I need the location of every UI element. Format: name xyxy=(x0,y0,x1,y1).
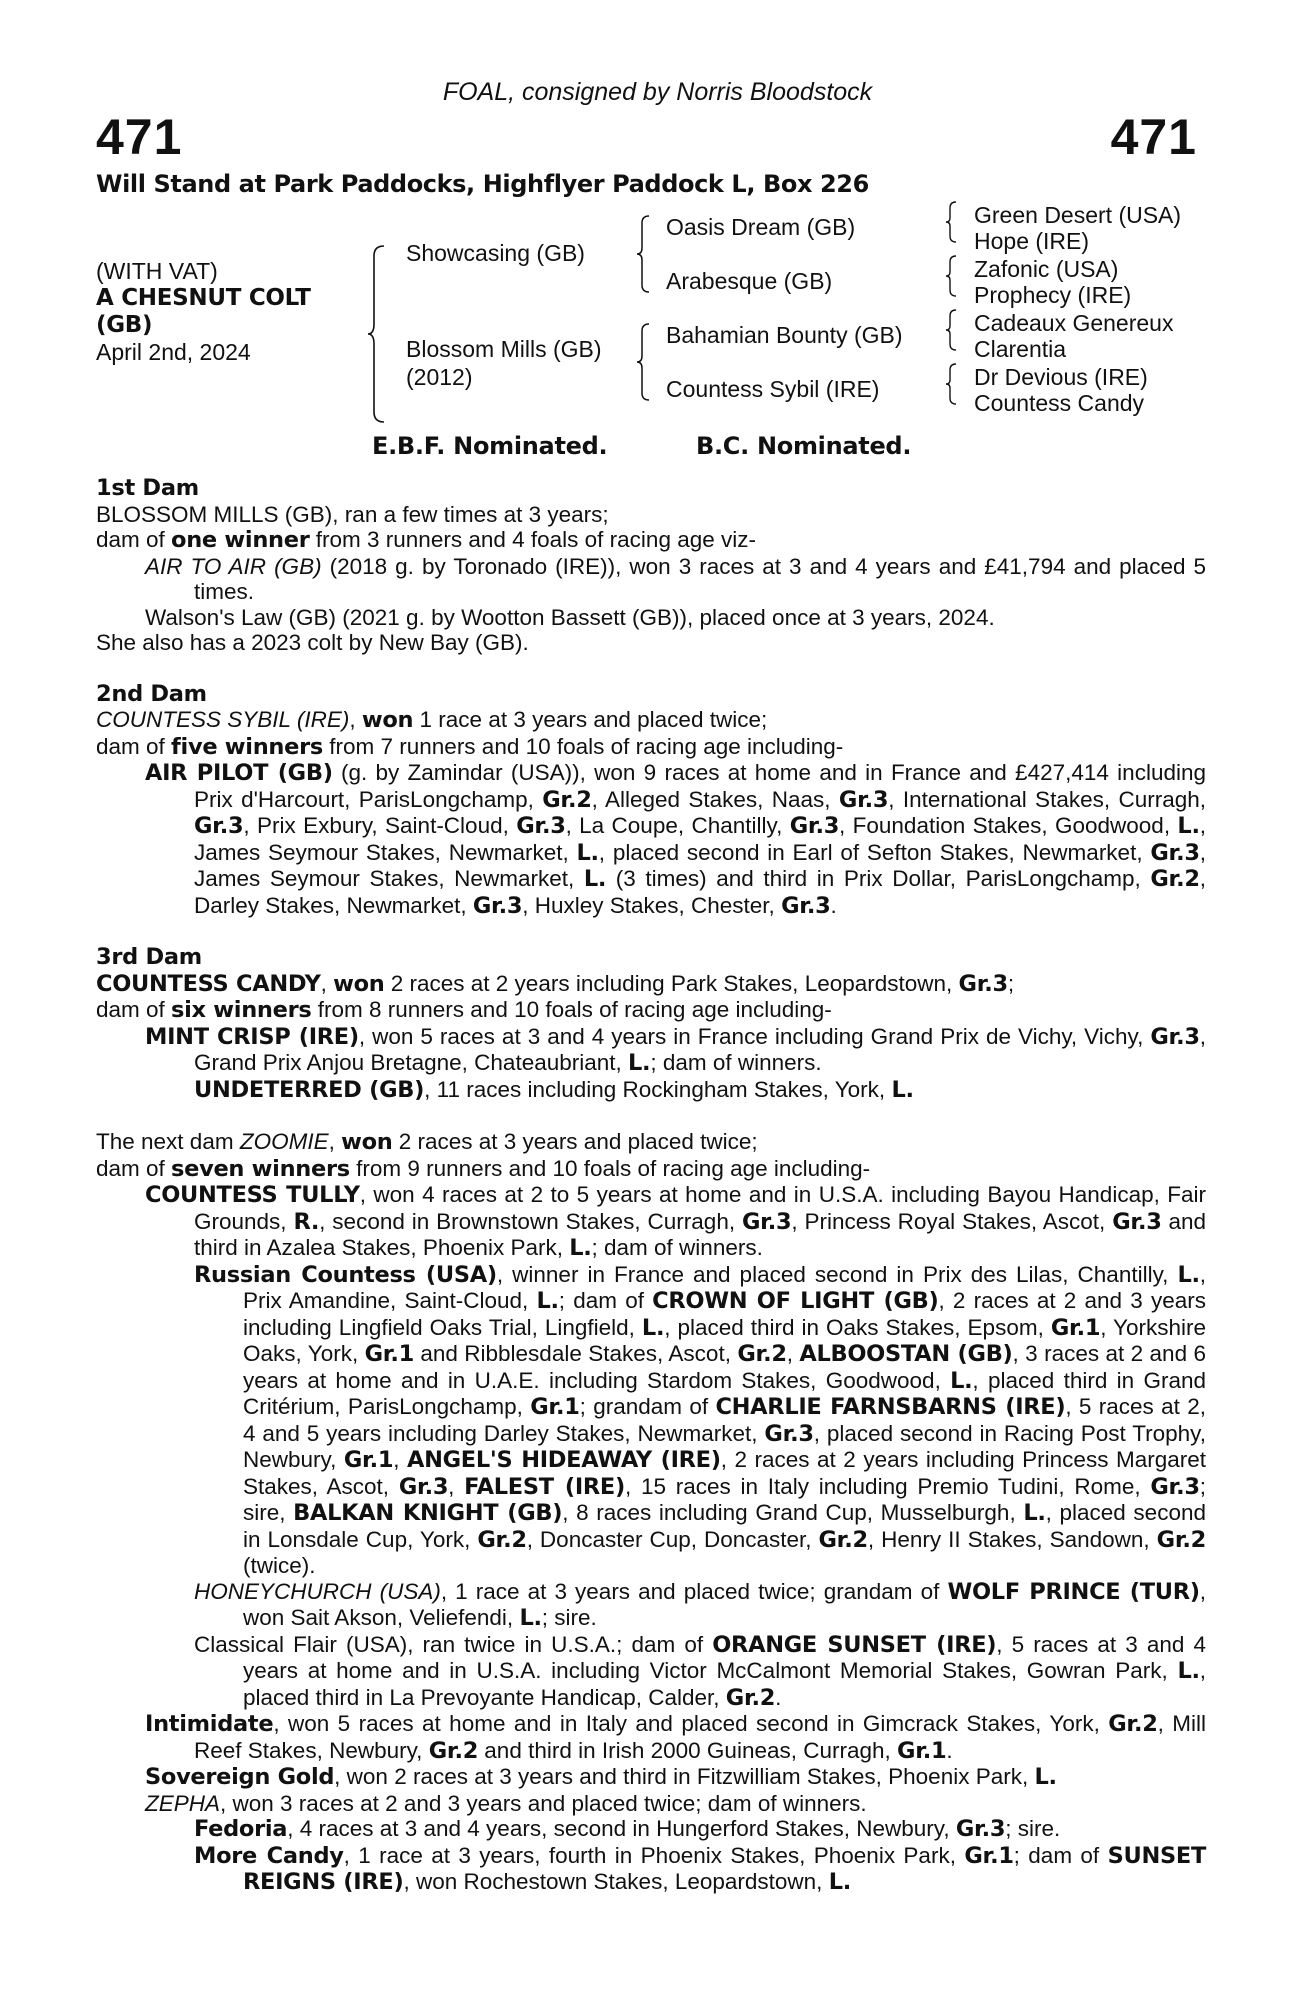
second-dam-heading: 2nd Dam xyxy=(96,680,207,707)
first-dam-produce-line: dam of one winner from 3 runners and 4 foals of racing age viz- xyxy=(96,527,756,553)
pedigree-dam: Blossom Mills (GB) xyxy=(406,336,602,362)
consignor-line: FOAL, consigned by Norris Bloodstock xyxy=(442,78,873,106)
third-dam-produce-line: dam of six winners from 8 runners and 10 foals of racing age including- xyxy=(96,997,832,1023)
first-dam-produce-1: AIR TO AIR (GB) (2018 g. by Toronado (IRE)), won 3 races at 3 and 4 years and £41,794 and placed 5 times. xyxy=(145,553,1206,604)
third-dam-produce-undeterred: UNDETERRED (GB), 11 races including Rockingham Stakes, York, L. xyxy=(194,1076,914,1103)
produce-fedoria: Fedoria, 4 races at 3 and 4 years, second in Hungerford Stakes, Newbury, Gr.3; sire. xyxy=(194,1816,1061,1842)
pedigree-sire: Showcasing (GB) xyxy=(406,240,585,266)
second-dam-produce-air-pilot: AIR PILOT (GB) (g. by Zamindar (USA)), won 9 races at home and in France and £427,414 including Prix d'Harcourt, ParisLongchamp, Gr.2, Alleged Stakes, Naas, Gr.3, International Stakes, Curragh, Gr.3, Prix Exbury, Saint-Cloud, Gr.3, La Coupe, Chantilly, Gr.3, Foundation Stakes, Goodwood, L., James Seymour Stakes, Newmarket, L., placed second in Earl of Sefton Stakes, Newmarket, Gr.3, James Seymour Stakes, Newmarket, L. (3 times) and third in Prix Dollar, ParisLongchamp, Gr.2, Darley Stakes, Newmarket, Gr.3, Huxley Stakes, Chester, Gr.3. xyxy=(145,760,1206,919)
lot-number-left: 471 xyxy=(96,109,183,165)
second-dam-line: COUNTESS SYBIL (IRE), won 1 race at 3 years and placed twice; xyxy=(96,707,768,733)
first-dam-produce-2: Walson's Law (GB) (2021 g. by Wootton Bassett (GB)), placed once at 3 years, 2024. xyxy=(145,604,995,630)
pedigree-sdd: Prophecy (IRE) xyxy=(974,282,1132,308)
horse-country: (GB) xyxy=(96,312,153,338)
next-dam-produce-line: dam of seven winners from 9 runners and 10 foals of racing age including- xyxy=(96,1155,871,1182)
pedigree-sire-sire: Oasis Dream (GB) xyxy=(666,214,856,240)
pedigree-dam-sire: Bahamian Bounty (GB) xyxy=(666,322,903,348)
pedigree-dds: Dr Devious (IRE) xyxy=(974,364,1148,390)
produce-sovereign-gold: Sovereign Gold, won 2 races at 3 years and third in Fitzwilliam Stakes, Phoenix Park, L. xyxy=(145,1764,1057,1790)
pedigree-brace-dam xyxy=(635,322,653,402)
pedigree-dsd: Clarentia xyxy=(974,336,1067,362)
pedigree-dam-dam: Countess Sybil (IRE) xyxy=(666,376,880,402)
pedigree-brace-ds xyxy=(944,308,960,352)
next-dam-section xyxy=(96,1129,1206,1896)
vat-note: (WITH VAT) xyxy=(96,258,218,284)
third-dam-line: COUNTESS CANDY, won 2 races at 2 years including Park Stakes, Leopardstown, Gr.3; xyxy=(96,970,1015,997)
third-dam-heading: 3rd Dam xyxy=(96,944,202,970)
foaling-date: April 2nd, 2024 xyxy=(96,339,251,365)
second-dam-produce-line: dam of five winners from 7 runners and 10 foals of racing age including- xyxy=(96,733,844,760)
produce-classical-flair: Classical Flair (USA), ran twice in U.S.A.; dam of ORANGE SUNSET (IRE), 5 races at 3 and 4 years at home and in U.S.A. including Victor McCalmont Memorial Stakes, Gowran Park, L., placed third in La Prevoyante Handicap, Calder, Gr.2. xyxy=(194,1631,1206,1711)
pedigree-dss: Cadeaux Genereux xyxy=(974,310,1174,336)
pedigree-sds: Zafonic (USA) xyxy=(974,256,1119,282)
pedigree-sss: Green Desert (USA) xyxy=(974,202,1182,228)
first-dam-note: She also has a 2023 colt by New Bay (GB). xyxy=(96,630,529,655)
ebf-nomination: E.B.F. Nominated. xyxy=(372,432,608,460)
produce-honeychurch: HONEYCHURCH (USA), 1 race at 3 years and placed twice; grandam of WOLF PRINCE (TUR), won Sait Akson, Veliefendi, L.; sire. xyxy=(194,1578,1206,1631)
pedigree-ssd: Hope (IRE) xyxy=(974,228,1090,254)
produce-intimidate: Intimidate, won 5 races at home and in Italy and placed second in Gimcrack Stakes, York, Gr.2, Mill Reef Stakes, Newbury, Gr.2 and third in Irish 2000 Guineas, Curragh, Gr.1. xyxy=(145,1711,1206,1764)
third-dam-produce-mint-crisp: MINT CRISP (IRE), won 5 races at 3 and 4 years in France including Grand Prix de Vichy, Vichy, Gr.3, Grand Prix Anjou Bretagne, Chateaubriant, L.; dam of winners. xyxy=(145,1023,1206,1076)
next-dam-line: The next dam ZOOMIE, won 2 races at 3 years and placed twice; xyxy=(96,1129,758,1155)
pedigree-dam-year: (2012) xyxy=(406,364,473,390)
first-dam-heading: 1st Dam xyxy=(96,475,199,501)
pedigree-brace-sd xyxy=(944,254,960,298)
second-dam-section xyxy=(96,682,1206,920)
lot-number-right: 471 xyxy=(1110,109,1197,165)
pedigree-sire-dam: Arabesque (GB) xyxy=(666,268,833,294)
first-dam-section xyxy=(96,476,1206,656)
bc-nomination: B.C. Nominated. xyxy=(696,432,912,460)
pedigree-brace-dd xyxy=(944,362,960,406)
horse-name: A CHESNUT COLT xyxy=(96,285,311,311)
produce-russian-countess: Russian Countess (USA), winner in France and placed second in Prix des Lilas, Chantilly, L., Prix Amandine, Saint-Cloud, L.; dam of CROWN OF LIGHT (GB), 2 races at 2 and 3 years including Lingfield Oaks Trial, Lingfield, L., placed third in Oaks Stakes, Epsom, Gr.1, Yorkshire Oaks, York, Gr.1 and Ribblesdale Stakes, Ascot, Gr.2, ALBOOSTAN (GB), 3 races at 2 and 6 years at home and in U.A.E. including Stardom Stakes, Goodwood, L., placed third in Grand Critérium, ParisLongchamp, Gr.1; grandam of CHARLIE FARNSBARNS (IRE), 5 races at 2, 4 and 5 years including Darley Stakes, Newmarket, Gr.3, placed second in Racing Post Trophy, Newbury, Gr.1, ANGEL'S HIDEAWAY (IRE), 2 races at 2 years including Princess Margaret Stakes, Ascot, Gr.3, FALEST (IRE), 15 races in Italy including Premio Tudini, Rome, Gr.3; sire, BALKAN KNIGHT (GB), 8 races including Grand Cup, Musselburgh, L., placed second in Lonsdale Cup, York, Gr.2, Doncaster Cup, Doncaster, Gr.2, Henry II Stakes, Sandown, Gr.2 (twice). xyxy=(194,1261,1207,1578)
third-dam-section xyxy=(96,945,1206,1103)
pedigree-ddd: Countess Candy xyxy=(974,390,1145,416)
first-dam-line: BLOSSOM MILLS (GB), ran a few times at 3 years; xyxy=(96,501,609,527)
pedigree-brace-main xyxy=(366,244,388,424)
catalogue-body xyxy=(96,476,1206,1896)
pedigree-brace-ss xyxy=(944,200,960,244)
produce-countess-tully: COUNTESS TULLY, won 4 races at 2 to 5 years at home and in U.S.A. including Bayou Handicap, Fair Grounds, R., second in Brownstown Stakes, Curragh, Gr.3, Princess Royal Stakes, Ascot, Gr.3 and third in Azalea Stakes, Phoenix Park, L.; dam of winners. xyxy=(145,1182,1207,1261)
pedigree-brace-sire xyxy=(635,214,653,294)
horse-description xyxy=(96,258,311,366)
produce-more-candy: More Candy, 1 race at 3 years, fourth in Phoenix Stakes, Phoenix Park, Gr.1; dam of SUNSET REIGNS (IRE), won Rochestown Stakes, Leopardstown, L. xyxy=(194,1842,1206,1895)
stand-location: Will Stand at Park Paddocks, Highflyer Paddock L, Box 226 xyxy=(96,170,869,198)
produce-zepha: ZEPHA, won 3 races at 2 and 3 years and placed twice; dam of winners. xyxy=(145,1790,867,1816)
